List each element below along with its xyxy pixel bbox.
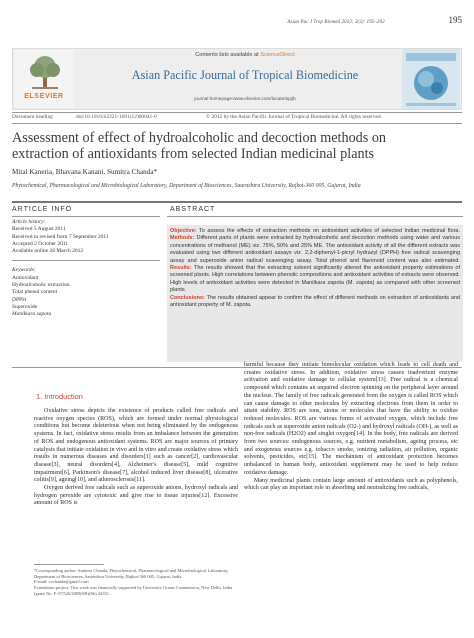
footnote-rule <box>34 564 104 565</box>
conclusions-text: The results obtained appear to confirm the effect of different methods on extraction of antioxidants and antioxidant property of M. zapota. <box>170 294 460 309</box>
body-column-left <box>34 408 238 508</box>
keywords-rule <box>12 260 160 261</box>
keyword: Antioxidant <box>12 274 39 281</box>
authors: Mital Kaneria, Bhavana Kanani, Sumitra Chanda* <box>12 168 158 176</box>
publisher-wordmark: ELSEVIER <box>24 93 64 100</box>
journal-homepage[interactable]: journal homepage:www.elsevier.com/locate/apjtb <box>194 96 296 101</box>
body-paragraph: harmful because they initiate bimolecular oxidation which leads to cell death and creates oxidative stress. In addition, oxidative stress causes inadvertent enzyme activation and oxidative damage to cellular system[13]. Free radical is a chemical compound which contains an unpaired electron spinning on the peripheral layer around the nucleus. The family of free radicals generated from the oxygen is called ROS which can cause damage to other molecules by extracting electrons from them in order to attain stability. ROS are ions, atoms or molecules that have the ability to oxidize reduced molecules. ROS are various forms of activated oxygen, which include free radicals such as superoxide anion radicals (O2-) and hydroxyl radicals (OH-), as well as non-free radicals (H2O2) and singlet oxygen[14]. In the body, free radicals are derived from two sources: endogenous sources, e.g. nutrient metabolism, ageing process, etc and exogenous sources e.g. tobacco smoke, ionizing radiation, air pollution, organic solvents, pesticides, etc[15]. The mechanism of antioxidant protection becomes unbalanced in human body, antioxidant supplement may be used to help reduce oxidative damage. <box>244 362 458 476</box>
title-line-1: Assessment of effect of hydroalcoholic and decoction methods on <box>12 130 387 146</box>
running-head: Asian Pac J Trop Biomed 2012; 2(3): 195–202 <box>287 19 385 25</box>
keyword: DPPH <box>12 296 27 303</box>
doi[interactable]: doi:10.1016/S2221-1691(12)60041-0 <box>76 114 157 120</box>
body-paragraph: Oxidative stress depicts the existence of products called free radicals and reactive oxygen species (ROS), which are formed under normal physiological conditions but become deleterious when not being eliminated by the endogenous systems. In fact, oxidative stress results from an imbalance between the generation of ROS and endogenous antioxidant systems. ROS are major sources of primary catalysts that initiate oxidation in vivo and in vitro and create oxidative stress which results in numerous diseases and disorders[1] such as cancer[2], cardiovascular disease[3], neural disorders[4], Alzheimer's disease[5], mild cognitive impairment[6], Parkinson's disease[7], alcohol induced liver disease[8], ulcerative colitis[9], ageing[10], and atherosclerosis[11]. <box>34 408 238 484</box>
journal-cover-image <box>402 49 460 109</box>
contents-availability <box>140 52 350 58</box>
conclusions-label: Conclusions: <box>170 294 205 301</box>
correspondence-note: *Corresponding author: Sumitra Chanda, Phytochemical, Pharmacological and Microbiological Laboratory, Department of Biosciences, Saurashtra University, Rajkot-360 005, Gujarat, India. <box>34 568 229 579</box>
article-info-heading: ARTICLE INFO <box>12 206 73 213</box>
keyword: Superoxide <box>12 303 38 310</box>
keywords-heading: Keywords: <box>12 267 36 274</box>
abstract-rule <box>167 216 463 217</box>
introduction-heading: 1. Introduction <box>36 392 83 401</box>
results-text: The results showed that the extracting solvent significantly altered the antioxidant property estimations of screened plants. High correlations between phenolic compositions and antioxidant activities of extracts were observed. High levels of antioxidant activities were detected in Manilkara zapota (M. zapota) as compared with other screened plants. <box>170 265 460 294</box>
keyword: Hydroalcoholic extraction <box>12 282 70 289</box>
history-item: Accepted 2 October 2011 <box>12 240 69 247</box>
journal-title: Asian Pacific Journal of Tropical Biomedicine <box>131 68 359 82</box>
body-column-right <box>244 362 458 493</box>
meta-bottom-rule <box>12 123 462 124</box>
body-paragraph: Many medicinal plants contain large amount of antioxidants such as polyphenols, which can play an important role in absorbing and neutralizing free radicals, <box>244 477 458 492</box>
keyword: Total phenol content <box>12 289 58 296</box>
body-paragraph: Oxygen derived free radicals such as superoxide anions, hydroxyl radicals and hydrogen peroxide are cytotoxic and give rise to tissue injuries[12]. Excessive amount of ROS is <box>34 485 238 507</box>
history-item: Received in revised form 7 September 2011 <box>12 233 109 240</box>
document-heading: Document heading <box>12 114 53 120</box>
contents-prefix: Contents lists available at <box>195 52 261 58</box>
email-note[interactable]: E-mail: svchanda@gmail.com <box>34 579 89 585</box>
keyword: Manilkara zapota <box>12 311 52 318</box>
header-separator <box>12 201 462 203</box>
methods-text: Different parts of plants were extracted by hydroalcoholic and decoction methods using water and various concentrations of methanol (ME) viz. 75%, 50% and 25% ME. The antioxidant activity of all the different extracts was evaluated using two different antioxidant assays viz. 2,2-diphenyl-1-picryl hydrazyl (DPPH) free radical scavenging assay and superoxide anion radical scavenging assay. Total phenol and flavonoid content was also estimated. <box>170 235 461 264</box>
abstract-heading: ABSTRACT <box>170 206 216 213</box>
objective-text: To assess the effects of extraction methods on antioxidant activities of selected Indian medicinal flora. <box>199 228 460 234</box>
results-label: Results: <box>170 265 192 272</box>
affiliation: Phytochemical, Pharmacological and Microbiological Laboratory, Department of Biosciences, Saurashtra University, Rajkot-360 005, Gujarat, India <box>12 183 361 189</box>
sciencedirect-link[interactable]: ScienceDirect <box>260 52 295 58</box>
footnotes <box>34 568 238 597</box>
copyright: © 2012 by the Asian Pacific Journal of Tropical Biomedicine. All rights reserved. <box>206 114 382 120</box>
meta-top-rule <box>12 112 462 113</box>
elsevier-tree-icon <box>27 53 63 91</box>
history-item: Received 5 August 2011 <box>12 226 66 233</box>
funding-note: Foundation project: This work was financially supported by University Grants Commission, New Delhi, India (grant No. F-37/526/2009(SR)(Sb) 42/01/... <box>34 585 233 596</box>
objective-label: Objective: <box>170 228 197 234</box>
article-title <box>12 131 464 162</box>
history-item: Available online 28 March 2012 <box>12 248 84 255</box>
methods-label: Methods: <box>170 235 195 242</box>
abstract-text <box>170 228 460 309</box>
info-rule <box>12 216 160 217</box>
article-info <box>12 219 160 319</box>
history-heading: Article history: <box>12 219 46 225</box>
title-line-2: extraction of antioxidants from selected Indian medicinal plants <box>12 145 375 162</box>
page-number: 195 <box>448 15 462 25</box>
